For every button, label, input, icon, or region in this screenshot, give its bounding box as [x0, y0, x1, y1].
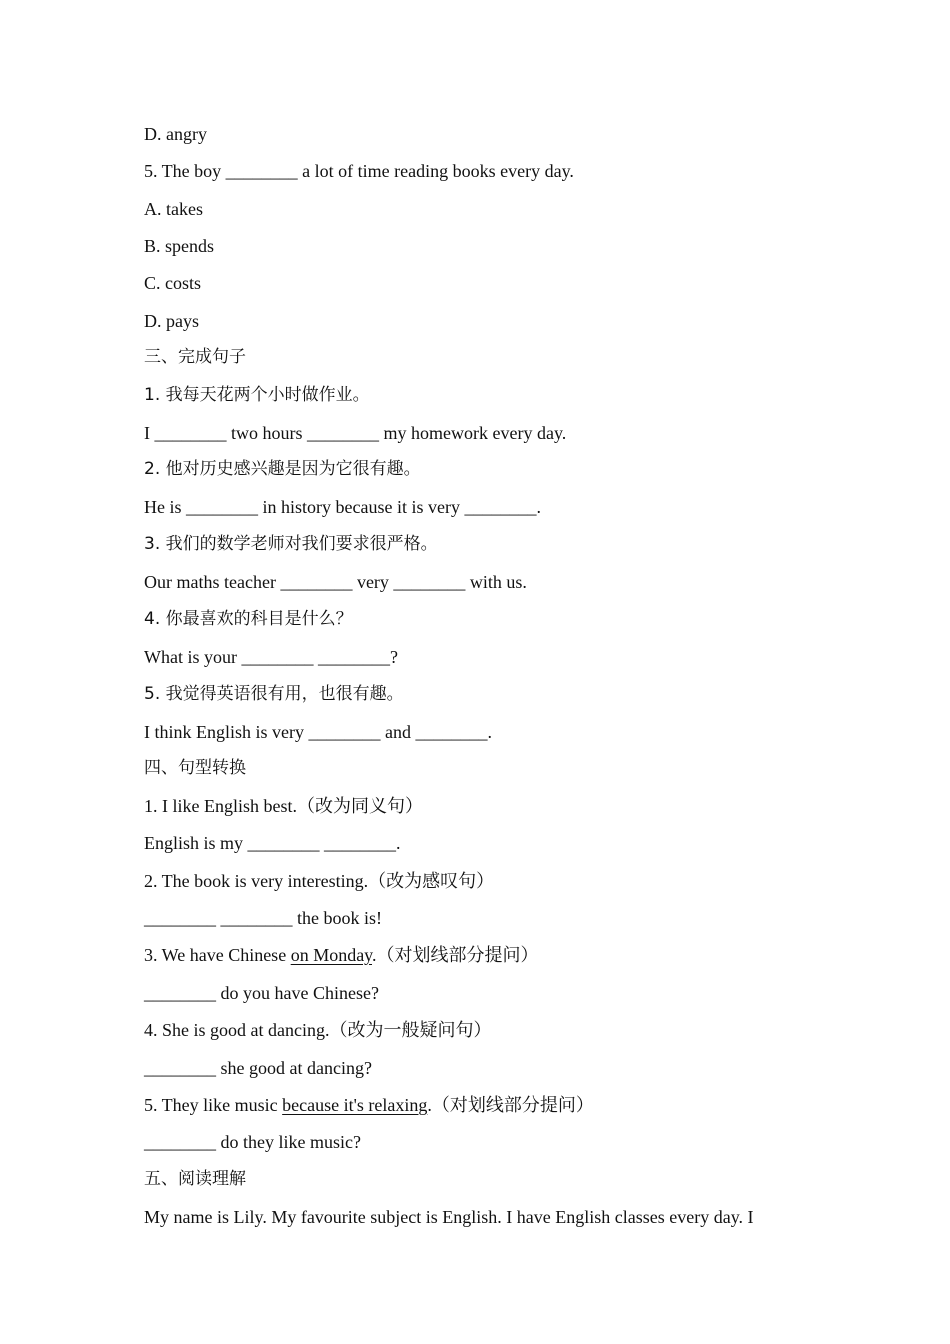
english-blank-line: I think English is very ________ and ________. [144, 722, 492, 742]
transform-question: 4. She is good at dancing.（改为一般疑问句） [144, 1020, 492, 1040]
question-instruction: .（对划线部分提问） [372, 945, 539, 965]
english-blank-line: ________ she good at dancing? [144, 1058, 372, 1078]
option-line: A. takes [144, 199, 203, 219]
transform-question: 2. The book is very interesting.（改为感叹句） [144, 871, 495, 891]
chinese-prompt: 4. 你最喜欢的科目是什么？ [144, 609, 353, 629]
chinese-prompt: 1. 我每天花两个小时做作业。 [144, 385, 370, 405]
section-heading: 五、阅读理解 [144, 1169, 246, 1189]
section-heading: 四、句型转换 [144, 758, 246, 778]
reading-passage: My name is Lily. My favourite subject is English. I have English classes every day. I [144, 1207, 754, 1227]
chinese-prompt: 2. 他对历史感兴趣是因为它很有趣。 [144, 459, 421, 479]
option-line: D. angry [144, 124, 207, 144]
section-heading: 三、完成句子 [144, 347, 246, 367]
underlined-part: because it's relaxing [282, 1095, 428, 1115]
option-line: B. spends [144, 236, 215, 256]
english-blank-line: He is ________ in history because it is very ________. [144, 497, 541, 517]
transform-question: 1. I like English best.（改为同义句） [144, 796, 423, 816]
english-blank-line: English is my ________ ________. [144, 833, 401, 853]
english-blank-line: ________ do you have Chinese? [144, 983, 379, 1003]
english-blank-line: What is your ________ ________? [144, 647, 398, 667]
question-line: 5. The boy ________ a lot of time reading books every day. [144, 161, 574, 181]
chinese-prompt: 5. 我觉得英语很有用，也很有趣。 [144, 684, 404, 704]
question-instruction: .（对划线部分提问） [427, 1095, 594, 1115]
chinese-prompt: 3. 我们的数学老师对我们要求很严格。 [144, 534, 438, 554]
english-blank-line: ________ ________ the book is! [144, 908, 382, 928]
english-blank-line: Our maths teacher ________ very ________ with us. [144, 572, 527, 592]
english-blank-line: I ________ two hours ________ my homework every day. [144, 423, 567, 443]
option-line: D. pays [144, 311, 199, 331]
transform-question [144, 943, 539, 967]
english-blank-line: ________ do they like music? [144, 1132, 361, 1152]
question-text: 3. We have Chinese [144, 945, 291, 965]
option-line: C. costs [144, 273, 202, 293]
transform-question [144, 1093, 594, 1117]
question-text: 5. They like music [144, 1095, 283, 1115]
underlined-part: on Monday [290, 945, 373, 965]
